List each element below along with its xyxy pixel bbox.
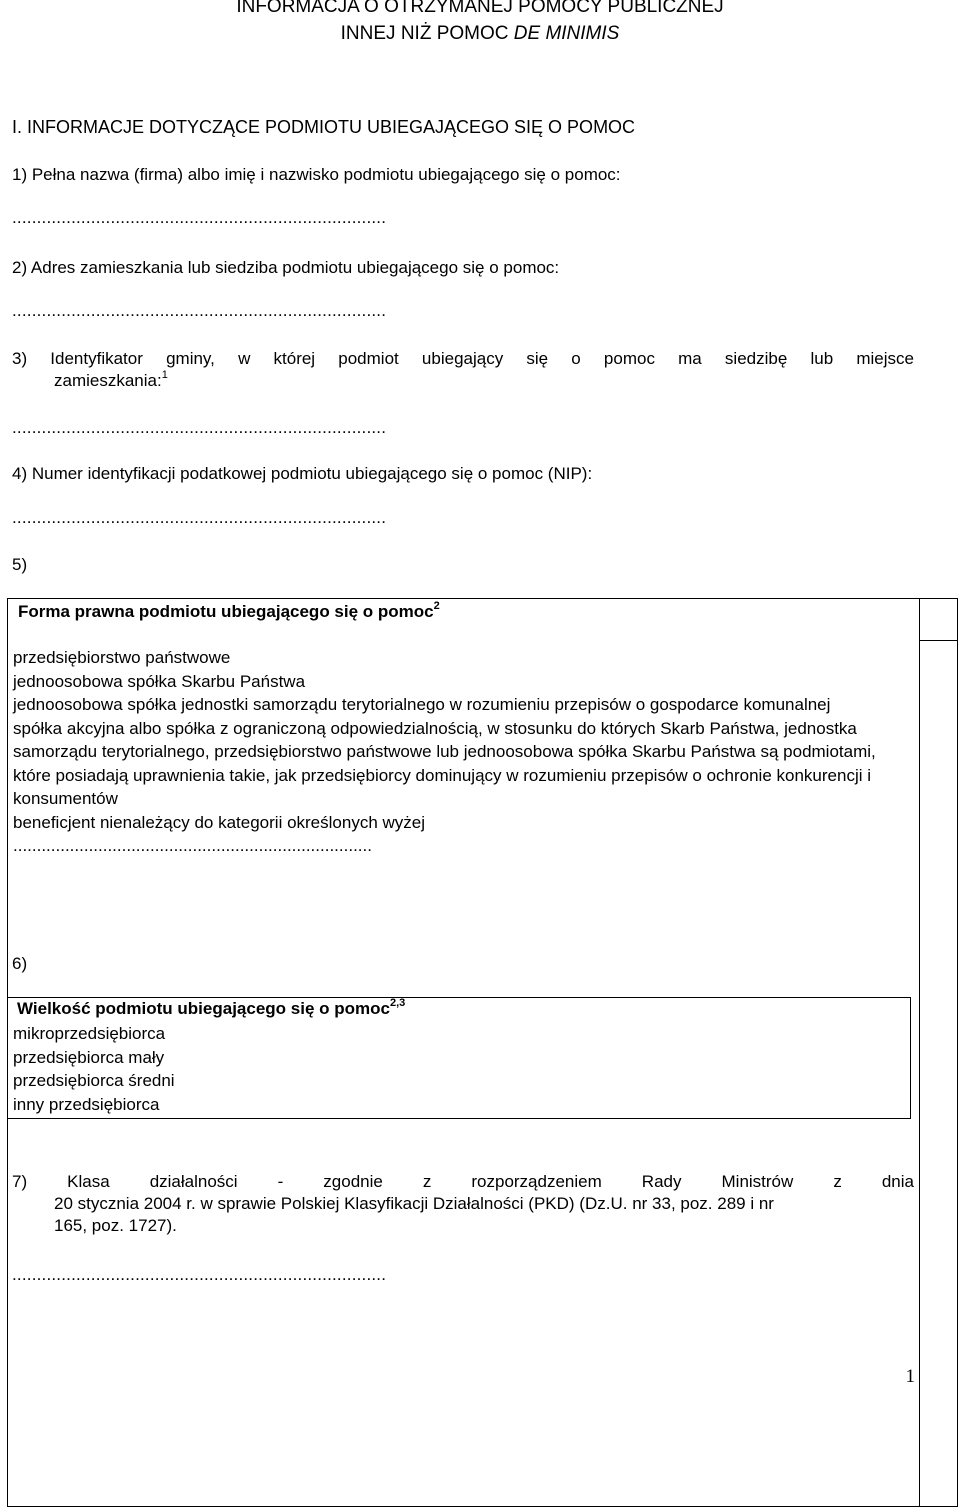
question-7-word: dnia (881, 1172, 914, 1191)
question-7-word: - (277, 1172, 284, 1191)
question-3-word: której (273, 349, 316, 368)
footnote-1-ref: 1 (161, 369, 168, 381)
company-size-option: przedsiębiorca mały (13, 1047, 165, 1067)
question-3-word: pomoc (603, 349, 655, 368)
company-size-header (8, 998, 910, 1022)
company-size-table (7, 997, 911, 1119)
question-7-word: z (422, 1172, 432, 1191)
company-size-header-text: Wielkość podmiotu ubiegającego się o pomoc (17, 999, 390, 1018)
answer-1-dots[interactable]: ............................................................................ (12, 208, 387, 227)
title-line2-text: INNEJ NIŻ POMOC (340, 23, 514, 44)
legal-form-option: przedsiębiorstwo państwowe (13, 648, 231, 667)
question-3-word: gminy, (166, 349, 215, 368)
question-7-word: rozporządzeniem (471, 1172, 602, 1191)
legal-form-option-dots[interactable]: ............................................................................ (13, 836, 372, 855)
question-3-line2-text: zamieszkania: (54, 371, 162, 390)
legal-form-header (8, 599, 919, 641)
company-size-cell (8, 998, 911, 1119)
question-7-word: Klasa (67, 1172, 110, 1191)
answer-3-dots[interactable]: ............................................................................ (12, 418, 387, 437)
section-1-heading: I. INFORMACJE DOTYCZĄCE PODMIOTU UBIEGAJĄCEGO SIĘ O POMOC (12, 117, 636, 137)
question-7-word: z (833, 1172, 842, 1191)
question-3-word: ma (678, 349, 702, 368)
question-3-word: lub (810, 349, 834, 368)
answer-2-dots[interactable]: ............................................................................ (12, 301, 387, 320)
question-4: 4) Numer identyfikacji podatkowej podmiotu ubiegającego się o pomoc (NIP): (12, 464, 593, 483)
question-3-word: miejsce (856, 349, 914, 368)
question-7-word: zgodnie (323, 1172, 383, 1191)
footnote-2-ref: 2 (433, 600, 440, 612)
legal-form-checkbox-column (919, 599, 957, 1507)
question-5-label: 5) (12, 555, 28, 574)
company-size-option: mikroprzedsiębiorca (13, 1024, 166, 1043)
question-7-word: 7) (12, 1172, 28, 1191)
question-3-word: Identyfikator (50, 349, 143, 368)
question-7-word: Rady (641, 1172, 682, 1191)
legal-form-option: beneficjent nienależący do kategorii określonych wyżej (13, 812, 426, 832)
document-title-line2 (0, 21, 960, 46)
legal-form-options (8, 641, 919, 858)
question-1: 1) Pełna nazwa (firma) albo imię i nazwisko podmiotu ubiegającego się o pomoc: (12, 165, 621, 184)
page-number: 1 (905, 1366, 915, 1387)
question-3-word: w (238, 349, 251, 368)
company-size-option: przedsiębiorca średni (13, 1071, 175, 1090)
legal-form-option: spółka akcyjna albo spółka z ograniczoną odpowiedzialnością, w stosunku do których Skarb Państwa, jednostka samorządu terytorialnego, przedsiębiorstwo państwowe lub jednoosobowa spółka Skarbu Państwa są podmiotami, które posiadają uprawnienia takie, jak przedsiębiorcy dominujący w rozumieniu przepisów o ochronie konkurencji i konsumentów (13, 718, 876, 808)
question-7-line2: 20 stycznia 2004 r. w sprawie Polskiej Klasyfikacji Działalności (PKD) (Dz.U. nr 33, poz. 289 i nr (54, 1194, 774, 1213)
title-line2-emphasis: DE MINIMIS (513, 23, 620, 44)
question-7 (12, 1172, 914, 1236)
question-3-word: 3) (12, 349, 28, 368)
document-title-line1: INFORMACJA O OTRZYMANEJ POMOCY PUBLICZNEJ (236, 0, 724, 17)
company-size-options (8, 1022, 910, 1118)
legal-form-option: jednoosobowa spółka Skarbu Państwa (13, 671, 306, 691)
question-7-word: działalności (149, 1172, 238, 1191)
legal-form-option: jednoosobowa spółka jednostki samorządu terytorialnego w rozumieniu przepisów o gospodarce komunalnej (13, 695, 831, 714)
question-7-word: Ministrów (721, 1172, 794, 1191)
question-2: 2) Adres zamieszkania lub siedziba podmiotu ubiegającego się o pomoc: (12, 258, 560, 277)
question-7-line3: 165, poz. 1727). (54, 1216, 177, 1235)
answer-7-dots[interactable]: ............................................................................ (12, 1265, 387, 1284)
footnote-2-3-ref: 2,3 (389, 997, 406, 1009)
question-3-word: siedzibę (724, 349, 788, 368)
legal-form-header-text: Forma prawna podmiotu ubiegającego się o pomoc (18, 602, 434, 621)
question-6-label: 6) (12, 954, 28, 973)
question-3-word: podmiot (338, 349, 399, 368)
question-3-line2 (12, 371, 914, 391)
company-size-option: inny przedsiębiorca (13, 1094, 160, 1114)
question-3-word: o (571, 349, 581, 368)
question-3-line1 (12, 349, 914, 369)
question-3 (12, 349, 914, 391)
question-3-word: się (526, 349, 549, 368)
answer-4-dots[interactable]: ............................................................................ (12, 508, 387, 527)
question-7-line1 (12, 1172, 914, 1192)
question-3-word: ubiegający (421, 349, 504, 368)
legal-form-header-box (920, 599, 957, 641)
